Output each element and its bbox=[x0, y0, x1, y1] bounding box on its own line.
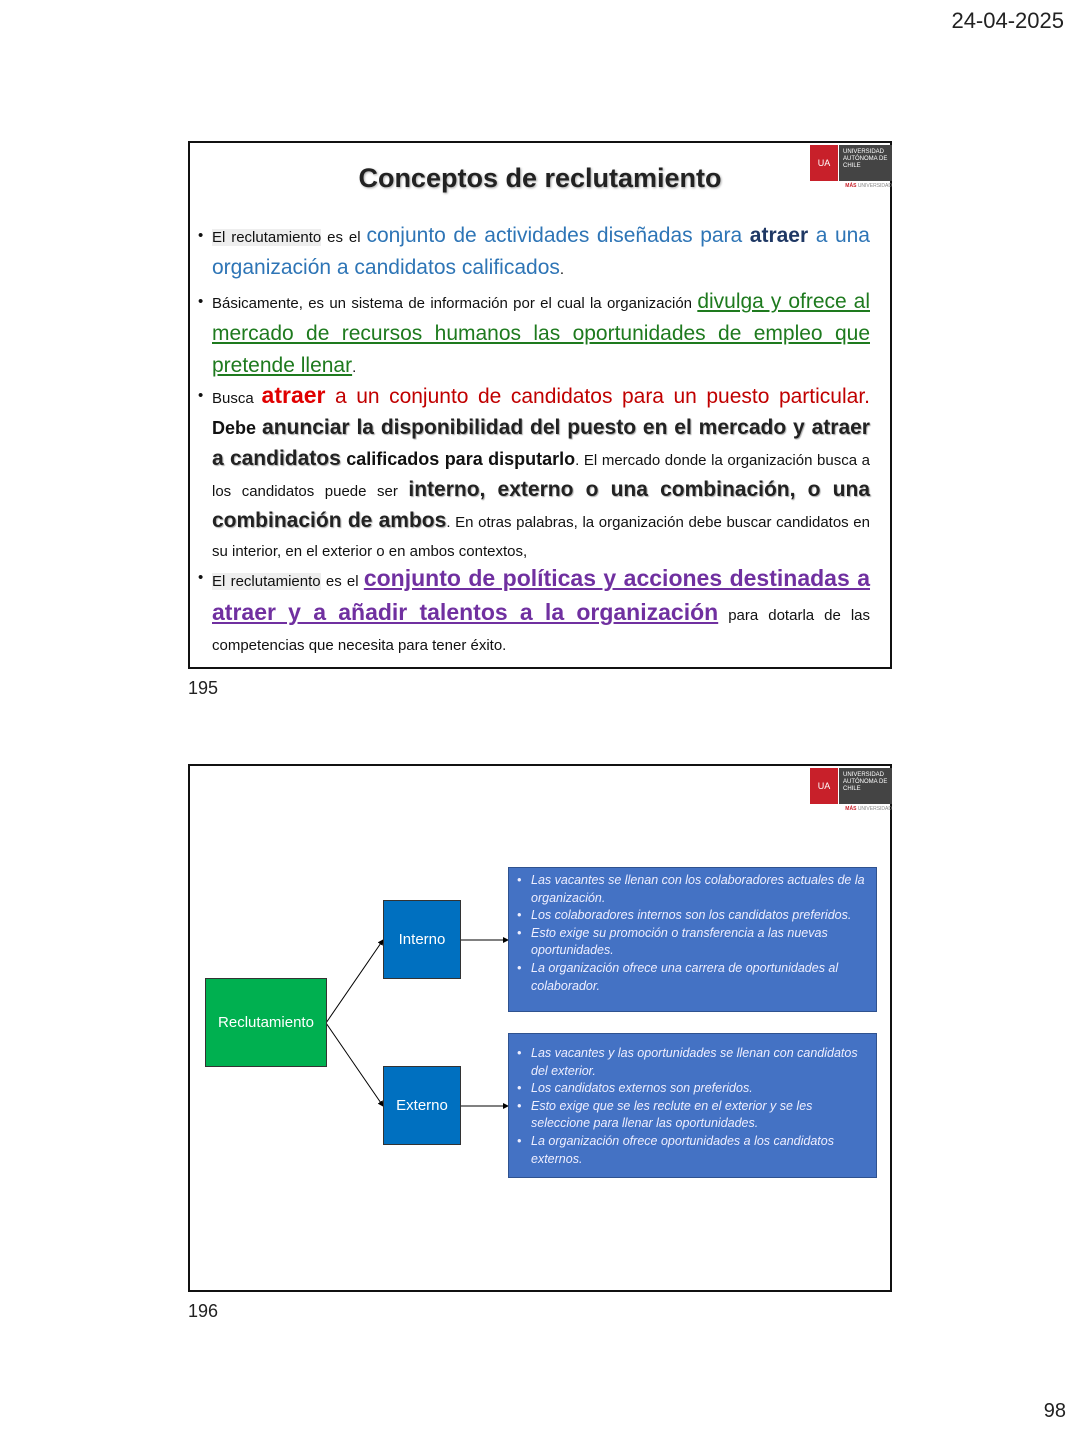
bullet-4: • El reclutamiento es el conjunto de políticas y acciones destinadas a atraer y a añadir talentos a la organización para dotarla de las competencias que necesita para tener éxito. bbox=[212, 563, 870, 661]
node-reclutamiento: Reclutamiento bbox=[205, 978, 327, 1067]
page-number: 98 bbox=[1043, 1400, 1066, 1422]
logo-tagline: MÁS UNIVERSIDAD bbox=[845, 183, 892, 189]
logo-initials: UA bbox=[810, 768, 838, 804]
node-interno: Interno bbox=[383, 900, 461, 979]
date: 24-04-2025 bbox=[951, 8, 1064, 33]
externo-description: • Las vacantes y las oportunidades se llenan con candidatos del exterior. • Los candidatos externos son preferidos. • Esto exige que se les reclute en el exterior y se les seleccione para llenar las oportunidades. • La organización ofrece oportunidades a los candidatos externos. bbox=[508, 1033, 877, 1178]
logo-tagline: MÁS UNIVERSIDAD bbox=[845, 806, 892, 812]
slide-number: 195 bbox=[188, 678, 219, 698]
logo-initials: UA bbox=[810, 145, 838, 181]
slide-number: 196 bbox=[188, 1301, 219, 1321]
interno-description: • Las vacantes se llenan con los colaboradores actuales de la organización. • Los colaboradores internos son los candidatos preferidos. • Esto exige su promoción o transferencia a las nuevas oportunidades. • La organización ofrece una carrera de oportunidades al colaborador. bbox=[508, 867, 877, 1012]
slide-196 bbox=[188, 764, 892, 1292]
bullet-2: • Básicamente, es un sistema de información por el cual la organización divulga y ofrece al mercado de recursos humanos las oportunidades de empleo que pretende llenar. bbox=[212, 287, 870, 383]
slide-title: Conceptos de reclutamiento bbox=[358, 163, 722, 193]
slide-195 bbox=[188, 141, 892, 669]
logo-name: UNIVERSIDAD AUTÓNOMA DE CHILE bbox=[839, 768, 892, 804]
bullet-3: • Busca atraer a un conjunto de candidatos para un puesto particular. Debe anunciar la disponibilidad del puesto en el mercado y atraer a candidatos calificados para disputarlo. El mercado donde la organización busca a los candidatos puede ser interno, externo o una combinación, o una combinación de ambos. En otras palabras, la organización debe buscar candidatos en su interior, en el exterior o en ambos contextos, bbox=[212, 381, 870, 566]
bullet-1: • El reclutamiento es el conjunto de actividades diseñadas para atraer a una organización a candidatos calificados. bbox=[212, 221, 870, 285]
logo-name: UNIVERSIDAD AUTÓNOMA DE CHILE bbox=[839, 145, 892, 181]
node-externo: Externo bbox=[383, 1066, 461, 1145]
